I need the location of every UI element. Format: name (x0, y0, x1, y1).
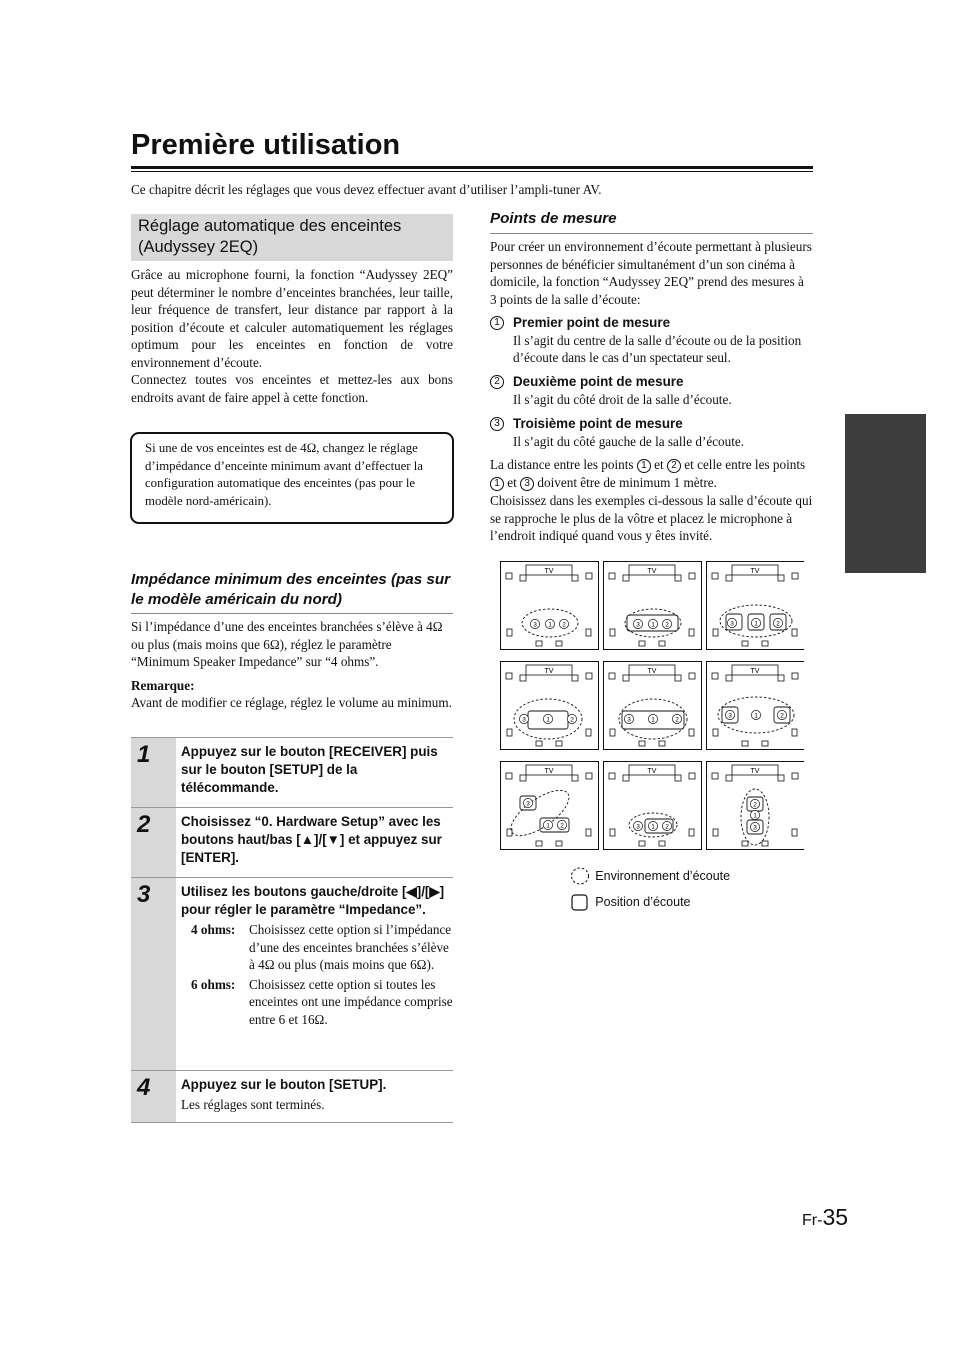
measure-point-number: 2 (570, 716, 574, 724)
rear-speaker-icon (639, 641, 645, 646)
front-speaker-icon (792, 673, 798, 679)
measure-point-1 (490, 314, 813, 367)
audyssey-body (131, 266, 453, 406)
front-speaker-icon (520, 775, 526, 781)
tv-label: TV (647, 668, 657, 675)
rear-speaker-icon (556, 741, 562, 746)
measure-point-number: 2 (665, 621, 669, 629)
room-diagram (707, 762, 805, 850)
rear-speaker-icon (762, 841, 768, 846)
front-speaker-icon (712, 573, 718, 579)
page-title: Première utilisation (131, 129, 401, 161)
rear-speaker-icon (762, 741, 768, 746)
rear-speaker-icon (659, 741, 665, 746)
measure-point-title: Deuxième point de mesure (513, 374, 684, 389)
points-rule (490, 233, 813, 234)
circled-number: 3 (490, 417, 504, 431)
step-number: 4 (137, 1074, 151, 1101)
legend-label: Position d’écoute (595, 895, 691, 910)
surround-speaker-icon (586, 829, 591, 836)
front-speaker-icon (586, 773, 592, 779)
circled-number: 2 (667, 459, 681, 473)
measure-point-number: 1 (546, 822, 550, 830)
option-4-ohms (181, 921, 453, 974)
step-4 (131, 1070, 453, 1122)
measure-point-number: 1 (651, 823, 655, 831)
measure-point-number: 3 (636, 823, 640, 831)
distance-note (490, 456, 813, 491)
rear-speaker-icon (659, 641, 665, 646)
tv-label: TV (647, 768, 657, 775)
points-heading: Points de mesure (490, 210, 617, 227)
front-speaker-icon (778, 675, 784, 681)
impedance-heading: Impédance minimum des enceintes (pas sur le modèle américain du nord) (131, 571, 451, 608)
remark-label: Remarque: (131, 678, 195, 693)
tv-label: TV (544, 668, 554, 675)
step-instruction: Appuyez sur le bouton [RECEIVER] puis sur le bouton [SETUP] de la télécommande. (181, 744, 438, 795)
measure-point-number: 3 (526, 800, 530, 808)
points-intro: Pour créer un environnement d’écoute permettant à plusieurs personnes de bénéficier simultanément d’un son cinéma à domicile, la fonction “Audyssey 2EQ” prend des mesures à 3 points de la salle d’écoute: (490, 239, 812, 307)
front-speaker-icon (792, 773, 798, 779)
impedance-notice-box: Si une de vos enceintes est de 4Ω, changez le réglage d’impédance d’enceinte minimum avant d’effectuer la configuration automatique des enceintes (pas pour le modèle nord-américain). (130, 432, 454, 524)
surround-speaker-icon (610, 829, 615, 836)
legend-label: Environnement d’écoute (595, 869, 731, 884)
front-speaker-icon (520, 575, 526, 581)
measure-point-number: 1 (754, 620, 758, 628)
room-diagram (604, 662, 702, 750)
title-rule (131, 166, 813, 169)
distance-text: doivent être de minimum 1 mètre. (537, 474, 717, 490)
impedance-rule (131, 613, 453, 614)
front-speaker-icon (506, 673, 512, 679)
step-instruction: Appuyez sur le bouton [SETUP]. (181, 1077, 387, 1092)
measure-point-number: 3 (522, 716, 526, 724)
distance-text: La distance entre les points (490, 457, 634, 472)
front-speaker-icon (792, 573, 798, 579)
rear-speaker-icon (536, 641, 542, 646)
measure-point-number: 1 (754, 712, 758, 720)
surround-speaker-icon (689, 629, 694, 636)
steps-bottom-rule (131, 1122, 453, 1123)
measure-point-number: 3 (627, 716, 631, 724)
measure-point-number: 3 (753, 824, 757, 832)
front-speaker-icon (689, 773, 695, 779)
measure-point-number: 2 (753, 801, 757, 809)
front-speaker-icon (609, 573, 615, 579)
front-speaker-icon (623, 675, 629, 681)
step-2 (131, 807, 453, 877)
measure-point-number: 2 (665, 823, 669, 831)
front-speaker-icon (586, 573, 592, 579)
front-speaker-icon (689, 573, 695, 579)
option-text: Choisissez cette option si toutes les enceintes ont une impédance comprise entre 6 et 16Ω. (249, 976, 453, 1027)
measure-point-2 (490, 373, 813, 408)
circled-number: 1 (490, 316, 504, 330)
rear-speaker-icon (742, 641, 748, 646)
option-label: 4 ohms: (191, 922, 236, 937)
surround-speaker-icon (713, 829, 718, 836)
front-speaker-icon (675, 775, 681, 781)
room-diagram (501, 762, 599, 850)
surround-speaker-icon (792, 629, 797, 636)
audyssey-heading: Réglage automatique des enceintes (Audyssey 2EQ) (131, 214, 453, 261)
room-layout-diagrams (500, 561, 804, 851)
option-label: 6 ohms: (191, 976, 236, 992)
front-speaker-icon (609, 773, 615, 779)
front-speaker-icon (726, 775, 732, 781)
front-speaker-icon (623, 575, 629, 581)
page-number-value: 35 (822, 1204, 849, 1230)
rear-speaker-icon (556, 841, 562, 846)
step-instruction: Choisissez “0. Hardware Setup” avec les boutons haut/bas [▲]/[▼] et appuyez sur [ENTER]. (181, 814, 442, 865)
rear-speaker-icon (742, 841, 748, 846)
measure-point-desc: Il s’agit du côté droit de la salle d’écoute. (513, 391, 732, 407)
distance-text: et (654, 457, 664, 472)
front-speaker-icon (572, 775, 578, 781)
tv-label: TV (544, 568, 554, 575)
rear-speaker-icon (742, 741, 748, 746)
room-diagram (707, 662, 805, 750)
measure-point-number: 1 (651, 621, 655, 629)
measure-point-number: 2 (776, 620, 780, 628)
chapter-side-tab (845, 414, 926, 573)
measure-point-number: 1 (651, 716, 655, 724)
front-speaker-icon (572, 675, 578, 681)
front-speaker-icon (623, 775, 629, 781)
front-speaker-icon (778, 575, 784, 581)
measure-point-number: 2 (675, 716, 679, 724)
tv-label: TV (647, 568, 657, 575)
front-speaker-icon (726, 575, 732, 581)
tv-label: TV (544, 768, 554, 775)
circled-number: 2 (490, 375, 504, 389)
circled-number: 1 (637, 459, 651, 473)
page-number (802, 1204, 849, 1230)
rear-speaker-icon (639, 841, 645, 846)
intro-text: Ce chapitre décrit les réglages que vous devez effectuer avant d’utiliser l’ampli-tuner AV. (131, 182, 602, 197)
front-speaker-icon (506, 773, 512, 779)
front-speaker-icon (586, 673, 592, 679)
measure-point-number: 1 (546, 716, 550, 724)
step-number: 2 (137, 811, 151, 838)
surround-speaker-icon (610, 629, 615, 636)
front-speaker-icon (609, 673, 615, 679)
surround-speaker-icon (713, 729, 718, 736)
legend-position (570, 893, 691, 913)
front-speaker-icon (675, 575, 681, 581)
room-diagram (501, 562, 599, 650)
step-1 (131, 737, 453, 807)
step-3 (131, 877, 453, 1070)
surround-speaker-icon (507, 729, 512, 736)
measure-point-number: 2 (780, 712, 784, 720)
front-speaker-icon (778, 775, 784, 781)
tv-label: TV (750, 668, 760, 675)
front-speaker-icon (726, 675, 732, 681)
measure-point-3 (490, 415, 813, 450)
front-speaker-icon (712, 773, 718, 779)
rear-speaker-icon (659, 841, 665, 846)
choose-room-text: Choisissez dans les exemples ci-dessous la salle d’écoute qui se rapproche le plus de la vôtre et placez le microphone à l’endroit indiqué quand vous y êtes invité. (490, 493, 813, 543)
front-speaker-icon (572, 575, 578, 581)
remark-text: Avant de modifier ce réglage, réglez le volume au minimum. (131, 695, 452, 710)
measure-point-desc: Il s’agit du centre de la salle d’écoute ou de la position d’écoute dans le cas d’un spectateur seul. (513, 332, 802, 365)
measure-point-number: 3 (636, 621, 640, 629)
rear-speaker-icon (762, 641, 768, 646)
measure-point-number: 3 (728, 712, 732, 720)
rear-speaker-icon (536, 741, 542, 746)
room-diagram (707, 562, 805, 650)
surround-speaker-icon (507, 629, 512, 636)
measure-point-desc: Il s’agit du côté gauche de la salle d’écoute. (513, 433, 745, 449)
page-prefix: Fr- (802, 1212, 823, 1229)
option-6-ohms (181, 976, 453, 1029)
circled-number: 3 (520, 477, 534, 491)
measure-point-number: 3 (533, 621, 537, 629)
surround-speaker-icon (689, 729, 694, 736)
tv-label: TV (750, 568, 760, 575)
surround-speaker-icon (586, 629, 591, 636)
measure-point-number: 1 (548, 621, 552, 629)
circled-number: 1 (490, 477, 504, 491)
title-rule-thin (131, 171, 813, 172)
room-diagram (604, 562, 702, 650)
step-result: Les réglages sont terminés. (181, 1097, 325, 1112)
distance-text: et celle entre les points (684, 457, 806, 472)
impedance-body: Si l’impédance d’une des enceintes branchées s’élève à 4Ω ou plus (mais moins que 6Ω), réglez le paramètre “Minimum Speaker Impedance” sur “4 ohms”. (131, 619, 443, 669)
measure-point-number: 2 (560, 822, 564, 830)
seat-square-icon (570, 893, 592, 913)
audyssey-para-2: Connectez toutes vos enceintes et mettez-les aux bons endroits avant de faire appel à cette fonction. (131, 372, 453, 405)
step-number: 3 (137, 881, 151, 908)
surround-speaker-icon (792, 829, 797, 836)
measure-point-number: 3 (730, 620, 734, 628)
step-instruction: Utilisez les boutons gauche/droite [◀]/[▶] pour régler le paramètre “Impedance”. (181, 884, 445, 917)
legend-environment (570, 867, 730, 887)
surround-speaker-icon (713, 629, 718, 636)
front-speaker-icon (689, 673, 695, 679)
front-speaker-icon (675, 675, 681, 681)
distance-text: et (507, 474, 517, 490)
step-number: 1 (137, 741, 151, 768)
dashed-ellipse-icon (570, 867, 592, 887)
option-text: Choisissez cette option si l’impédance d’une des enceintes branchées s’élève à 4Ω ou plus (mais moins que 6Ω). (249, 922, 452, 972)
surround-speaker-icon (689, 829, 694, 836)
measure-point-number: 1 (753, 812, 757, 820)
front-speaker-icon (506, 573, 512, 579)
room-diagram (604, 762, 702, 850)
measure-point-title: Troisième point de mesure (513, 416, 683, 431)
rear-speaker-icon (536, 841, 542, 846)
rear-speaker-icon (556, 641, 562, 646)
surround-speaker-icon (586, 729, 591, 736)
front-speaker-icon (520, 675, 526, 681)
room-diagram (501, 662, 599, 750)
surround-speaker-icon (610, 729, 615, 736)
measure-point-number: 2 (562, 621, 566, 629)
front-speaker-icon (712, 673, 718, 679)
audyssey-para-1: Grâce au microphone fourni, la fonction “Audyssey 2EQ” peut déterminer le nombre d’enceintes branchées, leur taille, leur fréquence de transfert, leur distance par rapport à la position d’écoute et calculer automatiquement les réglages optimum pour les enceintes en fonction de votre environnement d’écoute. (131, 267, 453, 370)
rear-speaker-icon (639, 741, 645, 746)
measure-point-title: Premier point de mesure (513, 315, 671, 330)
surround-speaker-icon (792, 729, 797, 736)
tv-label: TV (750, 768, 760, 775)
